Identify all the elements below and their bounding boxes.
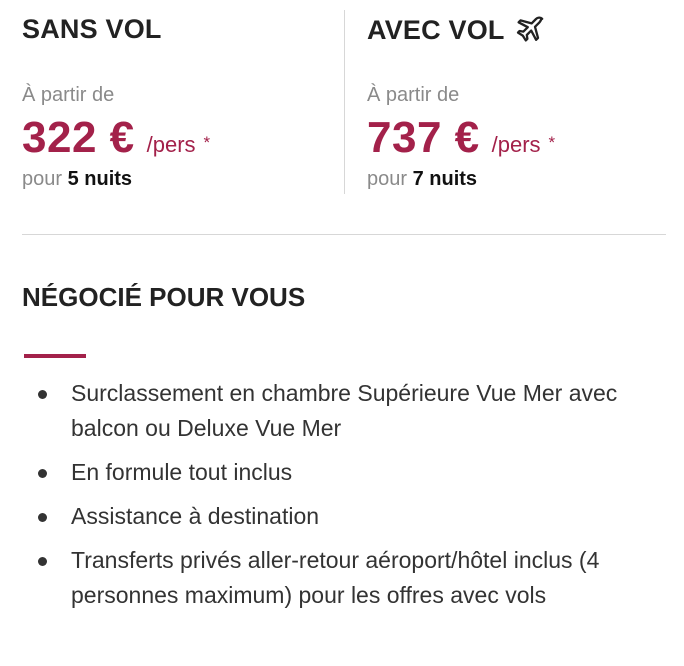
title-accent-bar bbox=[24, 354, 86, 358]
price-row bbox=[367, 113, 555, 163]
negotiated-title: NÉGOCIÉ POUR VOUS bbox=[22, 282, 306, 312]
list-item bbox=[0, 376, 684, 446]
price: 737 € bbox=[367, 113, 480, 162]
bullet-icon bbox=[38, 557, 47, 566]
price: 322 € bbox=[22, 113, 135, 162]
column-divider bbox=[344, 10, 345, 194]
list-item bbox=[0, 543, 684, 613]
bullet-icon bbox=[38, 469, 47, 478]
per-person-label: /pers bbox=[146, 132, 196, 157]
list-item bbox=[0, 455, 684, 490]
airplane-icon bbox=[515, 14, 547, 46]
nights-value: 5 nuits bbox=[67, 168, 133, 190]
list-item-text: Assistance à destination bbox=[71, 503, 320, 529]
footnote-star: * bbox=[548, 133, 556, 152]
bullet-icon bbox=[38, 390, 47, 399]
bullet-icon bbox=[38, 513, 47, 522]
nights-prefix: pour bbox=[367, 168, 408, 190]
list-item-text: Surclassement en chambre Supérieure Vue Mer avec balcon ou Deluxe Vue Mer bbox=[71, 380, 618, 441]
negotiated-benefits-list bbox=[0, 376, 684, 622]
list-item bbox=[0, 499, 684, 534]
from-label: À partir de bbox=[367, 84, 460, 106]
list-item-text: En formule tout inclus bbox=[71, 459, 293, 485]
offer-title: AVEC VOL bbox=[367, 14, 505, 45]
nights-prefix: pour bbox=[22, 168, 63, 190]
list-item-text: Transferts privés aller-retour aéroport/hôtel inclus (4 personnes maximum) pour les offres avec vols bbox=[71, 547, 600, 608]
price-row bbox=[22, 113, 210, 163]
footnote-star: * bbox=[203, 133, 211, 152]
offer-title: SANS VOL bbox=[22, 14, 162, 44]
section-divider bbox=[22, 234, 666, 235]
nights-value: 7 nuits bbox=[412, 168, 478, 190]
offer-title-row bbox=[367, 14, 547, 46]
per-person-label: /pers bbox=[491, 132, 541, 157]
nights-info bbox=[22, 168, 132, 191]
nights-info bbox=[367, 168, 477, 191]
from-label: À partir de bbox=[22, 84, 115, 106]
